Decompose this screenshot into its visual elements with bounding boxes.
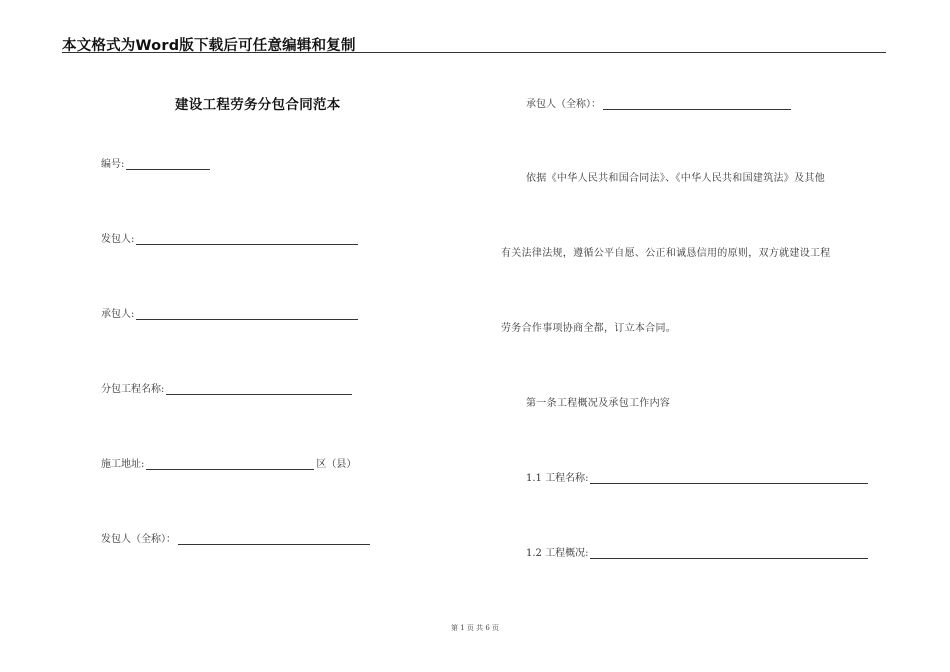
employer-blank[interactable] [136,235,358,245]
employer-full-label: 发包人（全称）： [101,534,176,545]
document-title: 建设工程劳务分包合同范本 [175,97,341,113]
contractor-full-blank[interactable] [603,100,791,110]
number-field [101,155,210,170]
item-1-1-label: 1.1 工程名称: [526,473,589,484]
contractor-full-field [526,95,791,110]
project-name-blank[interactable] [166,385,352,395]
address-suffix: 区（县） [316,459,357,470]
contractor-full-label: 承包人（全称）： [526,99,601,110]
address-label: 施工地址: [101,459,145,470]
number-blank[interactable] [126,160,210,170]
employer-label: 发包人: [101,234,135,245]
number-label: 编号: [101,159,125,170]
item-1-2-field [526,544,868,559]
contractor-label: 承包人: [101,309,135,320]
employer-field [101,230,358,245]
contractor-field [101,305,358,320]
item-1-1-blank[interactable] [590,474,868,484]
page-footer: 第 1 页 共 6 页 [450,624,500,632]
item-1-2-label: 1.2 工程概况: [526,548,589,559]
preamble-line-1: 依据《中华人民共和国合同法》、《中华人民共和国建筑法》及其他 [526,173,825,184]
preamble-line-3: 劳务合作事项协商全都，订立本合同。 [501,323,677,334]
project-name-field [101,380,352,395]
item-1-1-field [526,469,868,484]
employer-full-field [101,530,370,545]
article-1-heading: 第一条工程概况及承包工作内容 [526,398,671,409]
employer-full-blank[interactable] [178,535,370,545]
document-header: 本文格式为Word版下载后可任意编辑和复制 [62,38,356,54]
item-1-2-blank[interactable] [590,549,868,559]
contractor-blank[interactable] [136,310,358,320]
header-divider [62,52,886,53]
address-blank[interactable] [146,460,314,470]
preamble-line-2: 有关法律法规，遵循公平自愿、公正和诚恳信用的原则，双方就建设工程 [501,248,831,259]
project-name-label: 分包工程名称: [101,384,165,395]
address-field [101,455,356,470]
